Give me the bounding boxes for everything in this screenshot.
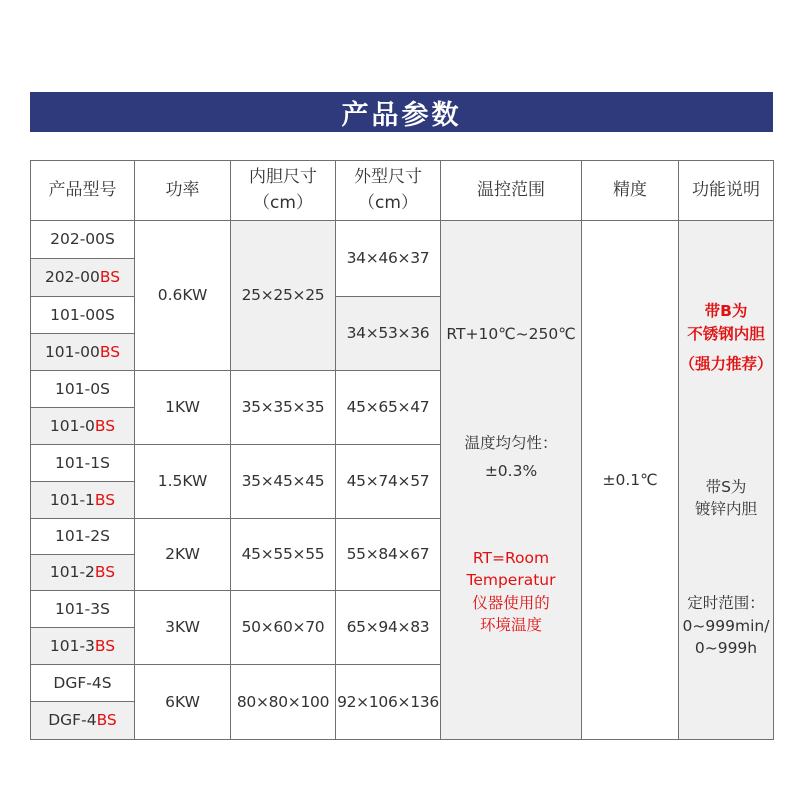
model-cell	[31, 334, 135, 371]
header-row	[31, 161, 774, 221]
model-cell	[31, 297, 135, 334]
temp-uniformity-label: 温度均匀性：	[464, 433, 558, 452]
model-name: 101-00S	[50, 305, 115, 324]
model-suffix: BS	[94, 563, 116, 582]
model-suffix: BS	[99, 268, 121, 287]
inner-size-cell: 50×60×70	[231, 591, 336, 665]
temp-note-line: RT=Room	[472, 548, 550, 567]
temp-note-line: 环境温度	[479, 616, 542, 635]
header-outer-size-line1: 外型尺寸	[354, 167, 422, 187]
header-temp-range: 温控范围	[441, 161, 582, 221]
model-name: 101-2	[49, 563, 95, 582]
header-function: 功能说明	[679, 161, 774, 221]
outer-size-cell: 92×106×136	[336, 665, 441, 740]
outer-size-cell: 45×65×47	[336, 371, 441, 445]
model-cell	[31, 591, 135, 628]
function-timer-line: 0~999min/	[682, 616, 770, 635]
model-suffix: BS	[96, 711, 117, 730]
model-suffix: BS	[94, 490, 116, 509]
model-name: 101-0S	[55, 379, 110, 398]
model-cell	[31, 221, 135, 259]
model-cell	[31, 702, 135, 740]
precision-cell: ±0.1℃	[582, 221, 679, 740]
function-cell	[679, 221, 774, 740]
power-cell: 6KW	[135, 665, 231, 740]
power-cell: 3KW	[135, 591, 231, 665]
model-name: 202-00S	[50, 230, 115, 249]
model-name: 101-0	[49, 416, 95, 435]
section-title: 产品参数	[341, 99, 462, 131]
header-inner-size-unit: （cm）	[253, 192, 313, 213]
model-cell	[31, 482, 135, 519]
inner-size-cell: 25×25×25	[231, 221, 336, 371]
temp-note-line: 仪器使用的	[472, 593, 550, 612]
header-power: 功率	[135, 161, 231, 221]
model-name: 101-2S	[55, 527, 110, 546]
header-outer-size	[336, 161, 441, 221]
function-b-line: 带B为	[704, 302, 748, 321]
model-suffix: BS	[94, 636, 116, 655]
model-cell	[31, 628, 135, 665]
power-cell: 1KW	[135, 371, 231, 445]
outer-size-cell: 45×74×57	[336, 445, 441, 519]
inner-size-cell: 35×45×45	[231, 445, 336, 519]
function-b-line: 不锈钢内胆	[687, 324, 765, 343]
inner-size-cell: 35×35×35	[231, 371, 336, 445]
power-cell: 1.5KW	[135, 445, 231, 519]
product-spec-table	[30, 160, 774, 740]
temp-range-value: RT+10℃~250℃	[446, 325, 576, 344]
model-cell	[31, 371, 135, 408]
model-cell	[31, 408, 135, 445]
model-name: DGF-4	[48, 711, 97, 730]
header-precision: 精度	[582, 161, 679, 221]
header-model: 产品型号	[31, 161, 135, 221]
temp-uniformity-value: ±0.3%	[484, 462, 538, 481]
inner-size-cell: 80×80×100	[231, 665, 336, 740]
power-cell: 2KW	[135, 519, 231, 591]
temp-range-cell	[441, 221, 582, 740]
outer-size-cell: 55×84×67	[336, 519, 441, 591]
model-name: 101-00	[44, 342, 100, 361]
model-name: 101-3	[49, 636, 95, 655]
function-timer-line: 0~999h	[694, 639, 758, 658]
outer-size-cell: 34×53×36	[336, 297, 441, 371]
inner-size-cell: 45×55×55	[231, 519, 336, 591]
outer-size-cell: 34×46×37	[336, 221, 441, 297]
model-cell	[31, 665, 135, 702]
model-suffix: BS	[94, 416, 116, 435]
model-cell	[31, 259, 135, 297]
model-cell	[31, 445, 135, 482]
temp-note-line: Temperatur	[466, 571, 556, 590]
power-cell: 0.6KW	[135, 221, 231, 371]
header-inner-size	[231, 161, 336, 221]
model-name: 101-1	[49, 490, 95, 509]
header-inner-size-line1: 内胆尺寸	[249, 167, 317, 187]
model-cell	[31, 519, 135, 555]
model-suffix: BS	[99, 342, 121, 361]
header-outer-size-unit: （cm）	[358, 192, 418, 213]
table-row	[31, 221, 774, 259]
model-name: 101-3S	[55, 599, 110, 618]
model-name: 101-1S	[55, 453, 110, 472]
function-b-line: （强力推荐）	[679, 355, 773, 374]
model-cell	[31, 555, 135, 591]
function-s-line: 镀锌内胆	[694, 500, 757, 518]
section-title-bar	[30, 92, 773, 132]
outer-size-cell: 65×94×83	[336, 591, 441, 665]
function-timer-line: 定时范围：	[687, 594, 765, 613]
function-s-line: 带S为	[705, 477, 747, 496]
model-name: 202-00	[44, 268, 100, 287]
model-name: DGF-4S	[53, 673, 112, 692]
